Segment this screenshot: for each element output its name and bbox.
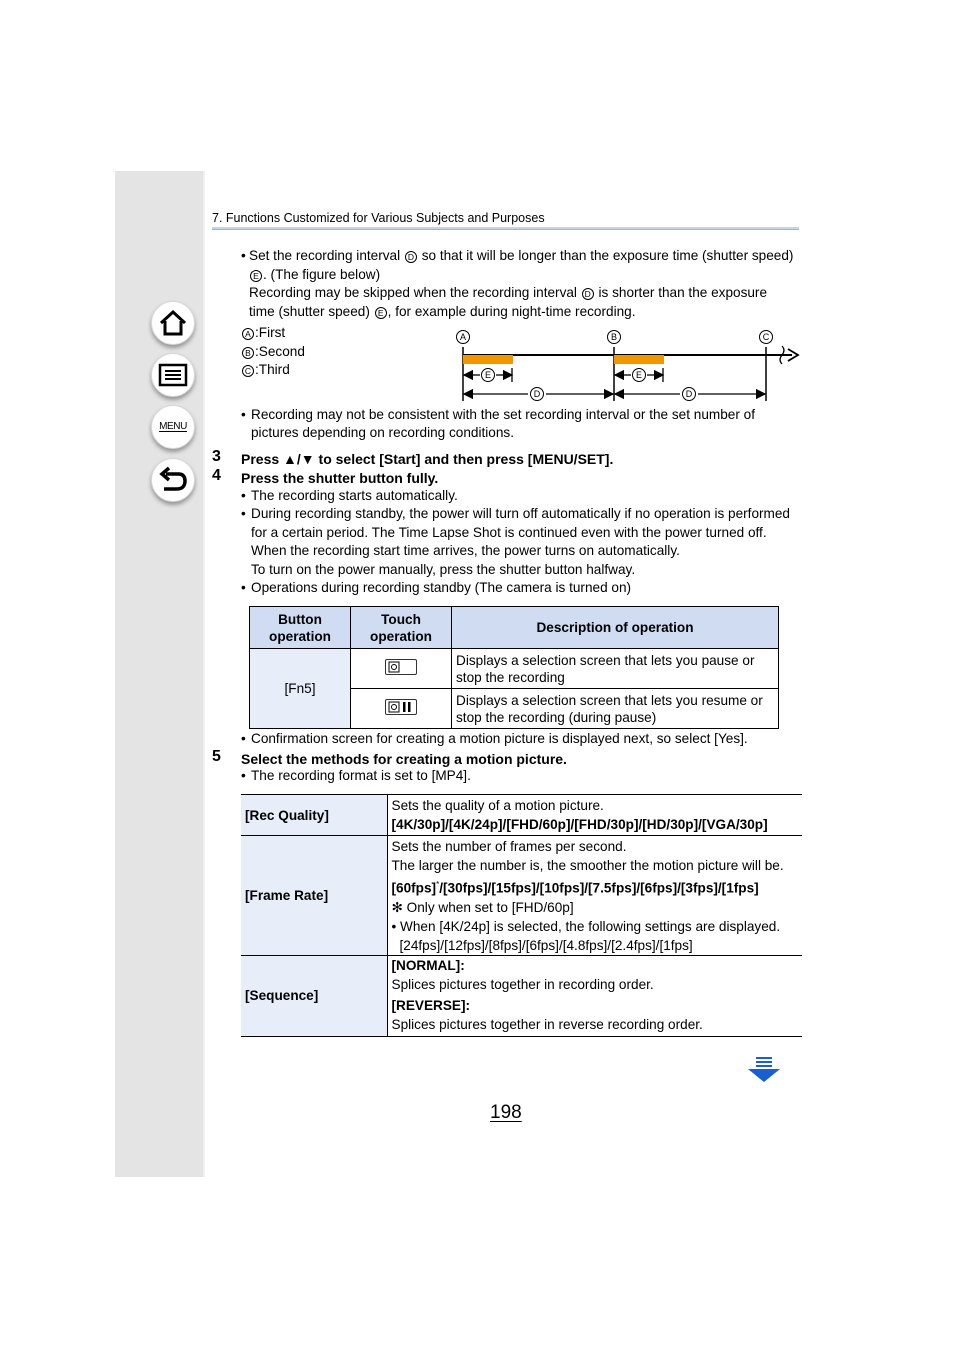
button-fn5: [Fn5] bbox=[250, 649, 351, 729]
header-text: Touch bbox=[381, 611, 421, 627]
footnote-text: ✻ Only when set to [FHD/60p] bbox=[391, 899, 574, 915]
label-d: D bbox=[685, 389, 693, 400]
sequence-desc bbox=[387, 955, 802, 1036]
sequence-normal: [NORMAL]: bbox=[391, 957, 465, 973]
frame-rate-4k24p-options: [24fps]/[12fps]/[8fps]/[6fps]/[4.8fps]/[2.4fps]/[1fps] bbox=[399, 937, 693, 953]
intro-line-4 bbox=[249, 303, 636, 322]
legend-text: :Second bbox=[255, 344, 305, 359]
note-bullet: • bbox=[241, 407, 246, 422]
desc-text: stop the recording (during pause) bbox=[456, 709, 657, 725]
confirm-note: Confirmation screen for creating a motion picture is displayed next, so select [Yes]. bbox=[251, 731, 748, 746]
desc-pause bbox=[452, 649, 779, 689]
option-text: /[30fps]/[15fps]/[10fps]/[7.5fps]/[6fps]/[3fps]/[1fps] bbox=[439, 880, 759, 896]
step-4-bullet-2-l1: During recording standby, the power will turn off automatically if no operation is performed bbox=[251, 506, 790, 521]
next-page-icon[interactable] bbox=[747, 1057, 781, 1083]
frame-rate-label: [Frame Rate] bbox=[241, 836, 387, 956]
operations-table bbox=[249, 606, 779, 729]
frame-rate-desc bbox=[387, 836, 802, 956]
step-4-bullet-1: The recording starts automatically. bbox=[251, 488, 458, 503]
contents-button[interactable] bbox=[151, 353, 195, 397]
desc-text: Splices pictures together in recording order. bbox=[391, 976, 654, 992]
intro-text: time (shutter speed) bbox=[249, 304, 370, 319]
mark-e: E bbox=[375, 307, 387, 319]
mark-c: C bbox=[242, 365, 254, 377]
exposure-bar-second bbox=[614, 355, 664, 364]
mark-b: B bbox=[242, 347, 254, 359]
legend-first bbox=[241, 324, 285, 343]
step-5-number: 5 bbox=[212, 748, 221, 765]
bullet-dot: • bbox=[241, 488, 246, 503]
bullet-dot: • bbox=[241, 580, 246, 595]
footnote-mark: * bbox=[436, 880, 440, 889]
intro-text: is shorter than the exposure bbox=[598, 285, 768, 300]
header-text: operation bbox=[269, 628, 331, 644]
menu-label: MENU bbox=[159, 420, 187, 432]
label-d: D bbox=[533, 389, 541, 400]
mark-a: A bbox=[242, 328, 254, 340]
label-b: B bbox=[610, 332, 618, 343]
list-icon bbox=[158, 363, 188, 387]
header-touch-operation bbox=[351, 607, 452, 649]
intro-text: Set the recording interval bbox=[249, 248, 401, 263]
intro-line-1 bbox=[249, 247, 793, 266]
step-4-bullet-3: Operations during recording standby (The camera is turned on) bbox=[251, 580, 632, 595]
step-5-text: Select the methods for creating a motion picture. bbox=[241, 751, 567, 767]
label-e: E bbox=[484, 370, 492, 381]
intro-text: . (The figure below) bbox=[263, 267, 381, 282]
label-e: E bbox=[635, 370, 643, 381]
desc-text: Sets the number of frames per second. bbox=[391, 839, 627, 854]
step-4-bullet-2-l2: for a certain period. The Time Lapse Shot is continued even with the power turned off. bbox=[251, 525, 767, 540]
note-line-2: pictures depending on recording conditions. bbox=[251, 425, 514, 440]
motion-picture-table bbox=[241, 794, 802, 1037]
step-5-bullet-1: The recording format is set to [MP4]. bbox=[251, 768, 471, 783]
pause-touch-icon[interactable] bbox=[385, 659, 417, 675]
bullet-dot: • bbox=[241, 248, 246, 263]
rec-quality-desc bbox=[387, 795, 802, 836]
label-a: A bbox=[459, 332, 467, 343]
home-button[interactable] bbox=[151, 301, 195, 345]
bullet-dot: • bbox=[241, 506, 246, 521]
header-rule bbox=[212, 227, 799, 230]
desc-text: Sets the quality of a motion picture. bbox=[391, 798, 604, 813]
desc-text: Displays a selection screen that lets you resume or bbox=[456, 692, 763, 708]
step-4-bullet-2-l3: When the recording start time arrives, the power turns on automatically. bbox=[251, 543, 680, 558]
intro-bullet bbox=[241, 247, 246, 266]
mark-d: D bbox=[582, 288, 594, 300]
exposure-bar-first bbox=[463, 355, 513, 364]
intro-text: so that it will be longer than the exposure time (shutter speed) bbox=[421, 248, 794, 263]
legend-third bbox=[241, 361, 290, 380]
back-button[interactable] bbox=[151, 458, 195, 502]
step-4-text: Press the shutter button fully. bbox=[241, 470, 439, 486]
back-icon bbox=[158, 466, 188, 494]
step-4-bullet-2-l4: To turn on the power manually, press the shutter button halfway. bbox=[251, 562, 636, 577]
mark-d: D bbox=[405, 251, 417, 263]
intro-line-2 bbox=[249, 266, 380, 285]
desc-text: The larger the number is, the smoother the motion picture will be. bbox=[391, 858, 784, 873]
desc-text: Displays a selection screen that lets you pause or bbox=[456, 652, 755, 668]
intro-line-3 bbox=[249, 284, 767, 303]
touch-pause-cell bbox=[351, 649, 452, 689]
note-line-1: Recording may not be consistent with the set recording interval or the set number of bbox=[251, 407, 755, 422]
legend-second bbox=[241, 343, 305, 362]
rec-quality-options: [4K/30p]/[4K/24p]/[FHD/60p]/[FHD/30p]/[HD/30p]/[VGA/30p] bbox=[391, 817, 768, 832]
legend-text: :First bbox=[255, 325, 286, 340]
header-text: Button bbox=[278, 611, 322, 627]
intro-text: , for example during night-time recording. bbox=[387, 304, 636, 319]
rec-quality-label: [Rec Quality] bbox=[241, 795, 387, 836]
sequence-reverse: [REVERSE]: bbox=[391, 997, 471, 1013]
frame-rate-options bbox=[392, 875, 799, 898]
bullet-dot: • bbox=[241, 731, 246, 746]
desc-resume bbox=[452, 689, 779, 729]
sequence-label: [Sequence] bbox=[241, 955, 387, 1036]
label-c: C bbox=[762, 332, 770, 343]
header-description: Description of operation bbox=[452, 607, 779, 649]
step-4-number: 4 bbox=[212, 467, 221, 484]
desc-text: • When [4K/24p] is selected, the following settings are displayed. bbox=[391, 918, 781, 934]
header-text: operation bbox=[370, 628, 432, 644]
desc-text: stop the recording bbox=[456, 669, 565, 685]
step-3-text: Press ▲/▼ to select [Start] and then press [MENU/SET]. bbox=[241, 451, 614, 467]
home-icon bbox=[158, 309, 188, 337]
intro-text: Recording may be skipped when the recording interval bbox=[249, 285, 577, 300]
timing-diagram bbox=[450, 326, 810, 406]
touch-resume-cell bbox=[351, 689, 452, 729]
section-header: 7. Functions Customized for Various Subjects and Purposes bbox=[212, 211, 545, 225]
desc-text: Splices pictures together in reverse recording order. bbox=[391, 1016, 703, 1032]
mark-e: E bbox=[250, 270, 262, 282]
step-3-number: 3 bbox=[212, 448, 221, 465]
menu-button[interactable] bbox=[151, 405, 195, 449]
header-button-operation bbox=[250, 607, 351, 649]
legend-text: :Third bbox=[255, 362, 290, 377]
bullet-dot: • bbox=[241, 768, 246, 783]
resume-touch-icon[interactable] bbox=[385, 699, 417, 715]
sidebar-edge bbox=[203, 171, 205, 1177]
page-number: 198 bbox=[490, 1102, 522, 1123]
option-text: [60fps] bbox=[391, 880, 437, 896]
